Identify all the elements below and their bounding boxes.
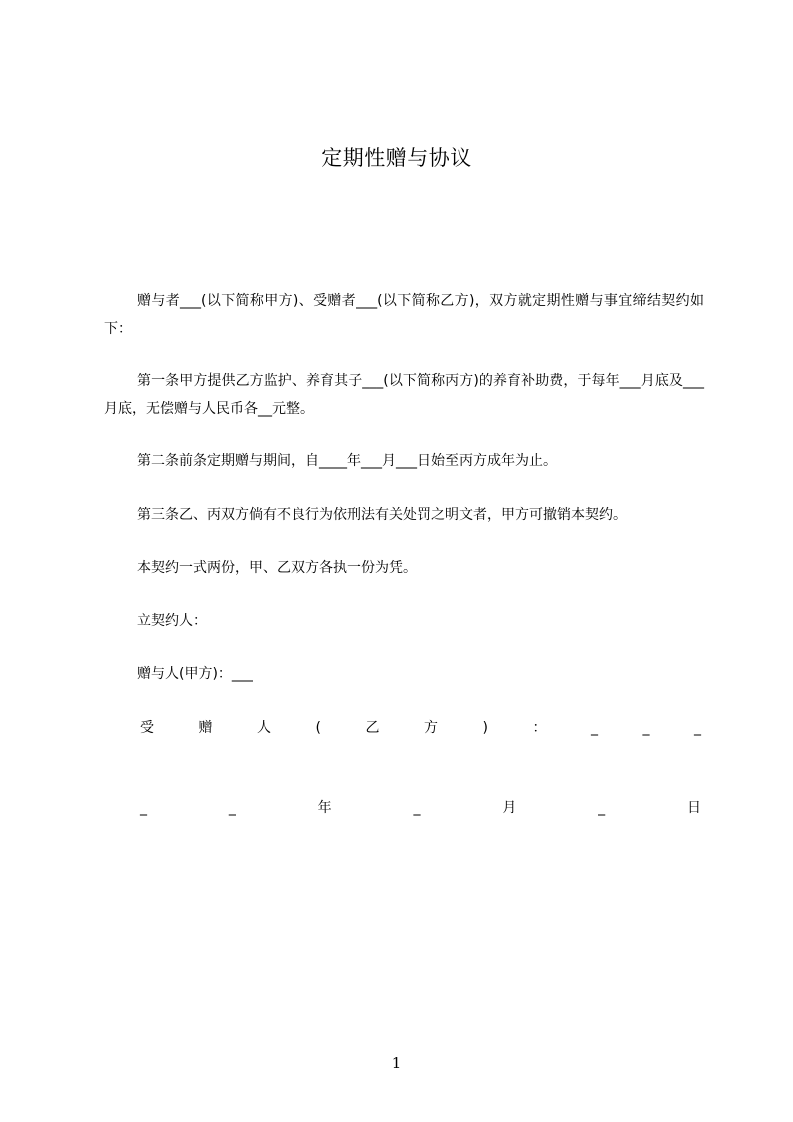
donee-char: 乙 bbox=[365, 720, 380, 736]
date-char: _ bbox=[598, 800, 606, 816]
date-char: 年 bbox=[317, 800, 332, 816]
signatories-label: 立契约人： bbox=[137, 613, 207, 629]
copies-clause: 本契约一式两份，甲、乙双方各执一份为凭。 bbox=[137, 560, 417, 576]
donee-char: _ bbox=[693, 720, 701, 736]
page-number: 1 bbox=[391, 1054, 402, 1072]
article-1: 第一条甲方提供乙方监护、养育其子___(以下简称丙方)的养育补助费，于每年___月底及___月底，无偿赠与人民币各__元整。 bbox=[104, 373, 704, 417]
document-title: 定期性赠与协议 bbox=[321, 146, 472, 170]
date-char: _ bbox=[228, 800, 236, 816]
donee-char: 人 bbox=[257, 720, 271, 736]
intro-paragraph: 赠与者___(以下简称甲方)、受赠者___(以下简称乙方)，双方就定期性赠与事宜缔结契约如下： bbox=[104, 293, 704, 337]
donee-char: 受 bbox=[140, 720, 154, 736]
donee-char: ) bbox=[482, 720, 488, 736]
donee-char: _ bbox=[590, 720, 598, 736]
donee-char: 赠 bbox=[198, 720, 213, 736]
donee-char: ： bbox=[532, 720, 547, 736]
donee-char: ( bbox=[315, 720, 321, 736]
signing-date-line bbox=[140, 798, 701, 818]
date-char: 日 bbox=[686, 800, 701, 816]
date-char: _ bbox=[140, 800, 147, 816]
donee-char: 方 bbox=[423, 720, 438, 736]
article-2: 第二条前条定期赠与期间，自____年___月___日始至丙方成年为止。 bbox=[137, 453, 557, 469]
donee-char: _ bbox=[642, 720, 650, 736]
date-char: _ bbox=[413, 800, 421, 816]
donee-signature-line bbox=[140, 718, 701, 738]
article-3: 第三条乙、丙双方倘有不良行为依刑法有关处罚之明文者，甲方可撤销本契约。 bbox=[137, 507, 627, 523]
donor-signature-line: 赠与人(甲方)：___ bbox=[137, 666, 253, 682]
date-char: 月 bbox=[502, 800, 517, 816]
